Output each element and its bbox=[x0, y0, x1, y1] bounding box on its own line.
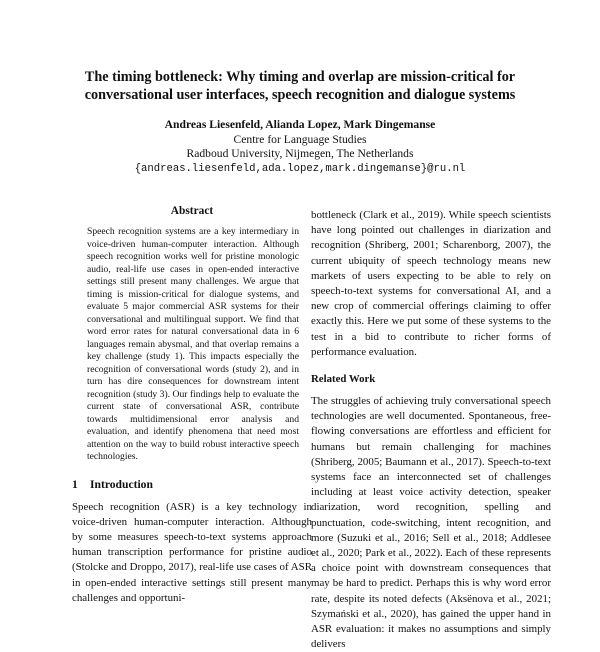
section-title: Introduction bbox=[90, 477, 153, 491]
abstract-text: Speech recognition systems are a key intermediary in voice-driven human-computer interaction. Although speech recognition works well for pristine monologic audio, real-life use cases in open-ended interactive settings still present many challenges. We argue that timing is mission-critical for dialogue systems, and evaluate 5 major commercial ASR systems for their conversational and multilingual support. We find that word error rates for natural conversational data in 6 languages remain abysmal, and that overlap remains a key challenge (study 1). This impacts especially the recognition of conversational words (study 2), and in turn has dire consequences for downstream intent recognition (study 3). Our findings help to evaluate the current state of conversational ASR, contribute towards multidimensional error analysis and evaluation, and identify phenomena that need most attention on the way to build robust interactive speech technologies. bbox=[87, 226, 299, 462]
author-names: Andreas Liesenfeld, Alianda Lopez, Mark Dingemanse bbox=[164, 118, 436, 131]
abstract-heading: Abstract bbox=[170, 205, 214, 217]
introduction-heading bbox=[72, 478, 312, 492]
affiliation-university: Radboud University, Nijmegen, The Netherlands bbox=[186, 147, 414, 161]
section-number: 1 bbox=[72, 477, 78, 491]
author-block bbox=[50, 118, 550, 176]
affiliation-centre: Centre for Language Studies bbox=[233, 132, 367, 146]
author-emails: {andreas.liesenfeld,ada.lopez,mark.dingemanse}@ru.nl bbox=[134, 162, 466, 175]
introduction-continuation: bottleneck (Clark et al., 2019). While speech scientists have long pointed out challenges in diarization and recognition (Shriberg, 2001; Scharenborg, 2007), the current ubiquity of speech technology means new markets of users expecting to be able to rely on speech-to-text systems for conversational AI, and a new crop of commercial offerings claiming to offer exactly this. Here we put some of these systems to the test in a bid to contribute to richer forms of performance evaluation. bbox=[311, 209, 551, 358]
left-column bbox=[72, 204, 312, 606]
related-work-heading: Related Work bbox=[311, 373, 376, 386]
paper-title: The timing bottleneck: Why timing and overlap are mission-critical for conversational user interfaces, speech recognition and dialogue systems bbox=[84, 69, 516, 103]
introduction-text: Speech recognition (ASR) is a key technology in voice-driven human-computer interaction. Although by some measures speech-to-text systems approach human transcription performance for pristine audio (Stolcke and Droppo, 2017), real-life use cases of ASR in open-ended interactive settings still present many challenges and opportuni- bbox=[72, 500, 312, 604]
right-column bbox=[311, 208, 551, 652]
related-work-text: The struggles of achieving truly conversational speech technologies are well documented. Spontaneous, free-flowing conversations are effortless and efficient for humans but remain challenging for machines (Shriberg, 2005; Baumann et al., 2017). Speech-to-text systems face an interconnected set of challenges including at least voice activity detection, speaker diarization, word recognition, spelling and punctuation, code-switching, intent recognition, and more (Suzuki et al., 2016; Sell et al., 2018; Addlesee et al., 2020; Park et al., 2022). Each of these represents a choice point with downstream consequences that may be hard to predict. Perhaps this is why word error rate, despite its noted defects (Aksënova et al., 2021; Szymański et al., 2020), has gained the upper hand in ASR evaluation: it makes no assumptions and simply delivers bbox=[311, 395, 551, 651]
